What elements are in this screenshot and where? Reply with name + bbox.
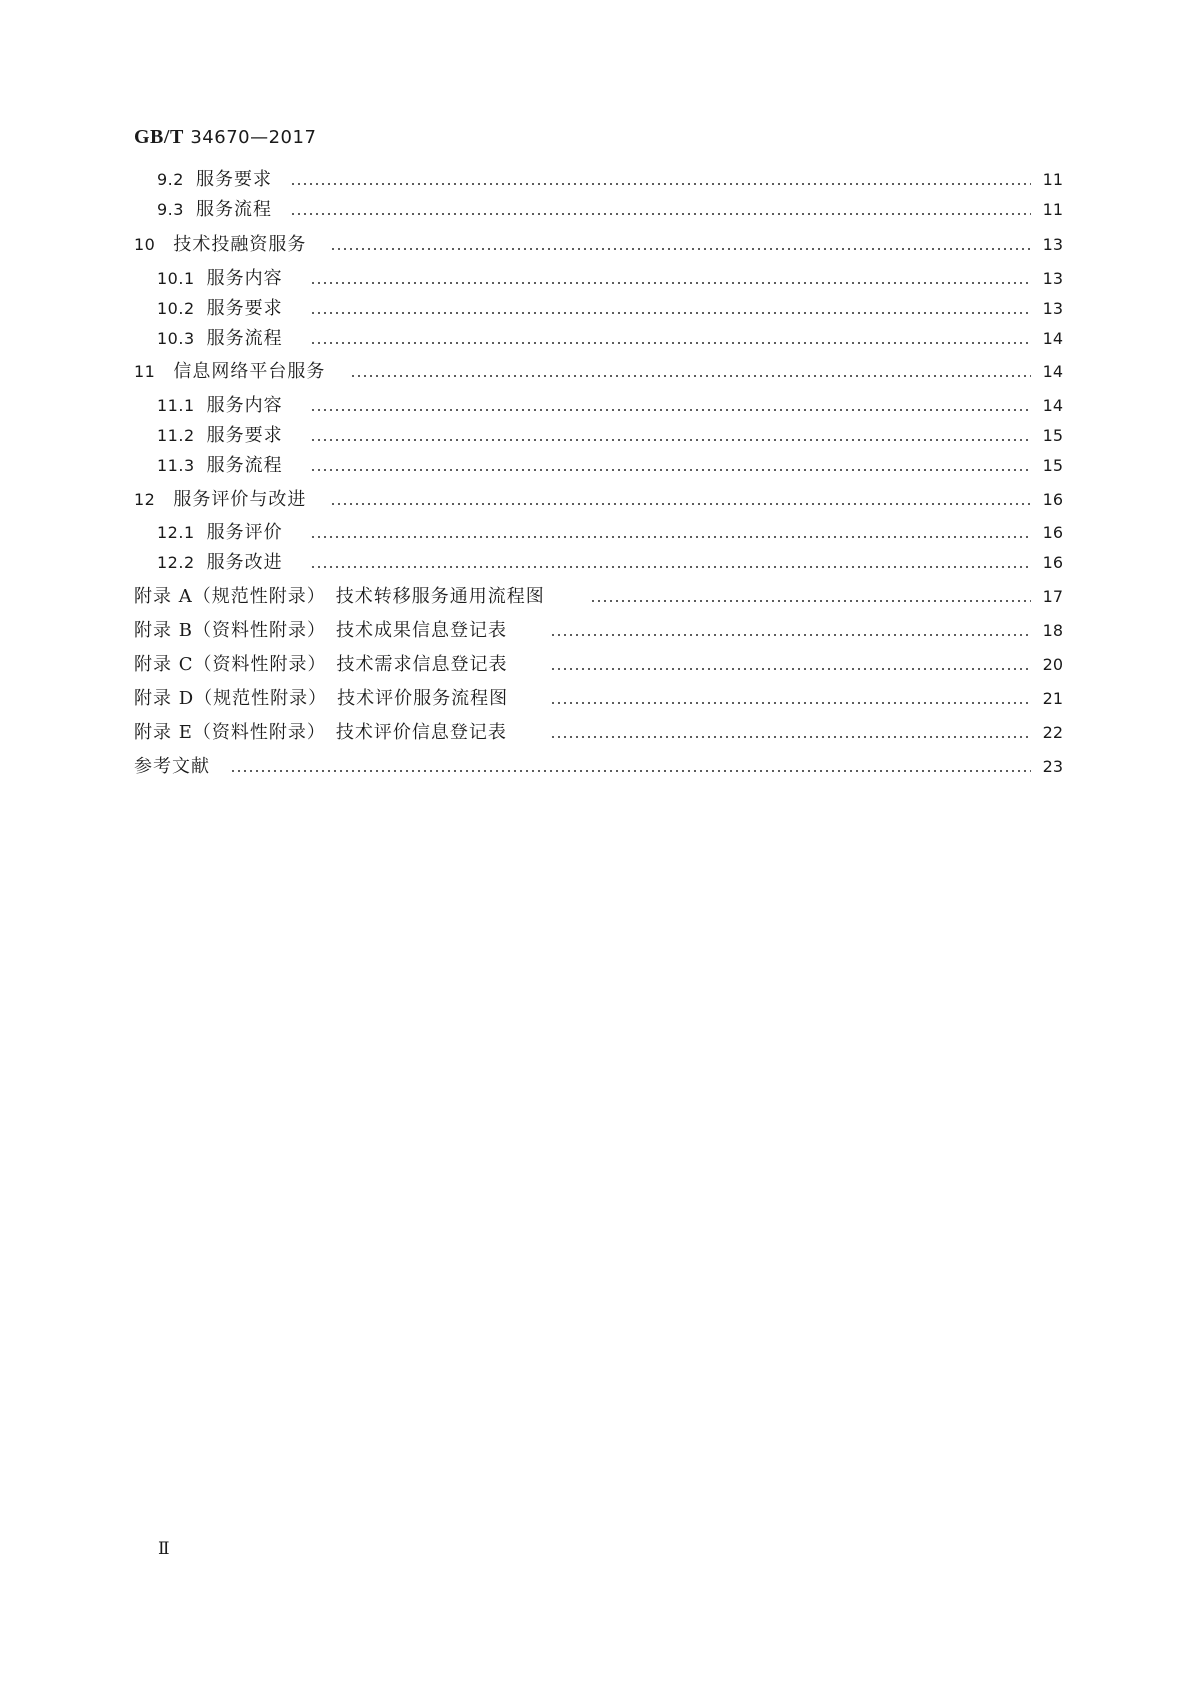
toc-entry-title: 服务内容 [206, 268, 283, 289]
toc-entry[interactable] [0, 685, 1191, 713]
toc-entry-page: 22 [1037, 719, 1063, 747]
toc-leader-dots [310, 312, 1031, 314]
toc-entry-page: 13 [1037, 265, 1063, 293]
toc-entry-label [157, 196, 278, 224]
toc-entry-number: 11.2 [157, 426, 195, 445]
toc-leader-dots [290, 183, 1031, 185]
toc-entry[interactable] [0, 295, 1191, 323]
toc-entry-number: 10.3 [157, 329, 195, 348]
toc-entry-number: 9.3 [157, 200, 184, 219]
toc-entry[interactable] [0, 719, 1191, 747]
toc-entry-label [157, 519, 289, 547]
toc-entry-label [157, 549, 289, 577]
toc-entry-number: 12.2 [157, 553, 195, 572]
toc-entry-title: 附录 B（资料性附录） 技术成果信息登记表 [134, 620, 507, 641]
toc-entry-title: 服务流程 [206, 328, 283, 349]
toc-entry-label [134, 685, 514, 713]
toc-entry-number: 12.1 [157, 523, 195, 542]
toc-entry-page: 15 [1037, 422, 1063, 450]
toc-entry[interactable] [0, 651, 1191, 679]
page-number: Ⅱ [158, 1539, 170, 1558]
toc-entry-label [134, 651, 514, 679]
toc-entry[interactable] [0, 753, 1191, 781]
toc-entry-label [157, 295, 289, 323]
toc-entry[interactable] [0, 617, 1191, 645]
toc-entry-label [157, 452, 289, 480]
toc-leader-dots [310, 409, 1031, 411]
toc-entry-title: 服务内容 [206, 395, 283, 416]
toc-entry[interactable] [0, 452, 1191, 480]
toc-entry-page: 11 [1037, 196, 1063, 224]
toc-leader-dots [330, 248, 1031, 250]
toc-entry-label [157, 166, 278, 194]
toc-entry-title: 技术投融资服务 [173, 234, 307, 255]
toc-leader-dots [310, 469, 1031, 471]
toc-entry-title: 服务要求 [195, 169, 272, 190]
toc-entry[interactable] [0, 583, 1191, 611]
toc-entry-page: 18 [1037, 617, 1063, 645]
toc-entry[interactable] [0, 549, 1191, 577]
toc-entry-title: 信息网络平台服务 [173, 361, 326, 382]
toc-entry-title: 参考文献 [134, 756, 210, 777]
toc-entry-title: 附录 A（规范性附录） 技术转移服务通用流程图 [134, 586, 545, 607]
toc-entry-page: 13 [1037, 295, 1063, 323]
toc-entry-number: 10.2 [157, 299, 195, 318]
toc-leader-dots [350, 375, 1031, 377]
toc-entry[interactable] [0, 231, 1191, 259]
toc-entry-label [157, 265, 289, 293]
toc-leader-dots [550, 702, 1031, 704]
toc-entry-label [134, 617, 513, 645]
toc-entry-title: 服务评价与改进 [173, 489, 307, 510]
toc-entry-label [134, 719, 513, 747]
toc-entry-title: 服务流程 [206, 455, 283, 476]
toc-leader-dots [290, 213, 1031, 215]
toc-leader-dots [310, 439, 1031, 441]
standard-number: 34670—2017 [190, 127, 317, 148]
toc-entry-number: 11.1 [157, 396, 195, 415]
toc-entry[interactable] [0, 392, 1191, 420]
toc-entry-page: 13 [1037, 231, 1063, 259]
toc-entry-page: 14 [1037, 392, 1063, 420]
toc-entry-title: 服务评价 [206, 522, 283, 543]
toc-leader-dots [310, 536, 1031, 538]
toc-leader-dots [330, 503, 1031, 505]
toc-leader-dots [310, 282, 1031, 284]
toc-leader-dots [230, 770, 1031, 772]
toc-entry-page: 11 [1037, 166, 1063, 194]
toc-entry-page: 15 [1037, 452, 1063, 480]
toc-leader-dots [550, 736, 1031, 738]
toc-entry-page: 17 [1037, 583, 1063, 611]
toc-entry-title: 附录 C（资料性附录） 技术需求信息登记表 [134, 654, 508, 675]
toc-leader-dots [310, 342, 1031, 344]
toc-entry-label [157, 325, 289, 353]
toc-entry-title: 附录 E（资料性附录） 技术评价信息登记表 [134, 722, 507, 743]
toc-entry-label [134, 583, 551, 611]
toc-entry-page: 21 [1037, 685, 1063, 713]
toc-entry-label [134, 358, 331, 386]
toc-entry[interactable] [0, 196, 1191, 224]
toc-entry-title: 服务要求 [206, 298, 283, 319]
toc-leader-dots [590, 600, 1031, 602]
toc-entry-page: 20 [1037, 651, 1063, 679]
toc-leader-dots [550, 634, 1031, 636]
toc-entry-label [157, 422, 289, 450]
toc-entry[interactable] [0, 422, 1191, 450]
toc-entry-page: 23 [1037, 753, 1063, 781]
toc-entry-number: 11 [134, 362, 156, 381]
toc-entry[interactable] [0, 486, 1191, 514]
toc-entry-title: 服务改进 [206, 552, 283, 573]
toc-entry-number: 11.3 [157, 456, 195, 475]
standard-code [134, 126, 316, 149]
toc-entry[interactable] [0, 325, 1191, 353]
toc-entry-page: 14 [1037, 358, 1063, 386]
toc-entry-label [157, 392, 289, 420]
toc-entry-number: 9.2 [157, 170, 184, 189]
toc-entry-number: 10 [134, 235, 156, 254]
toc-entry-label [134, 231, 312, 259]
toc-leader-dots [550, 668, 1031, 670]
toc-entry-title: 服务流程 [195, 199, 272, 220]
toc-entry[interactable] [0, 519, 1191, 547]
standard-prefix: GB/T [134, 126, 184, 148]
toc-entry-title: 附录 D（规范性附录） 技术评价服务流程图 [134, 688, 509, 709]
toc-entry-title: 服务要求 [206, 425, 283, 446]
toc-entry-page: 16 [1037, 549, 1063, 577]
toc-entry-label [134, 753, 216, 781]
toc-entry-page: 16 [1037, 486, 1063, 514]
toc-entry-label [134, 486, 312, 514]
toc-leader-dots [310, 566, 1031, 568]
toc-entry[interactable] [0, 166, 1191, 194]
toc-entry-page: 16 [1037, 519, 1063, 547]
toc-entry-page: 14 [1037, 325, 1063, 353]
toc-entry[interactable] [0, 265, 1191, 293]
toc-entry-number: 10.1 [157, 269, 195, 288]
toc-entry[interactable] [0, 358, 1191, 386]
toc-entry-number: 12 [134, 490, 156, 509]
